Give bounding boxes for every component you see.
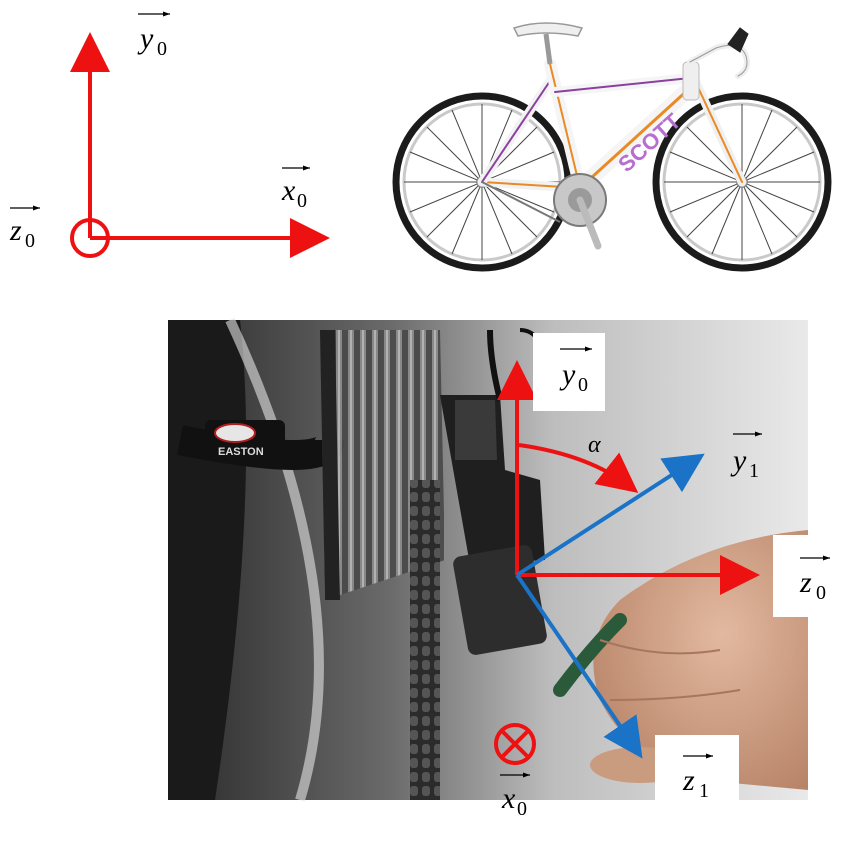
svg-text:z: z — [800, 566, 812, 599]
chain — [410, 480, 440, 800]
top-z0-label — [9, 208, 40, 252]
svg-text:0: 0 — [157, 38, 167, 60]
top-y0-label — [137, 14, 170, 60]
svg-text:0: 0 — [297, 190, 307, 212]
wheel-brand-logo: EASTON — [218, 446, 264, 458]
svg-text:y: y — [562, 358, 576, 391]
angle-alpha-label: α — [588, 432, 601, 458]
svg-text:z: z — [683, 764, 695, 797]
top-frame — [9, 14, 322, 256]
svg-text:x: x — [502, 782, 516, 815]
svg-text:y: y — [140, 22, 154, 55]
photo-x0-cross-symbol — [496, 725, 534, 763]
svg-text:0: 0 — [578, 374, 588, 396]
svg-text:0: 0 — [25, 230, 35, 252]
saddle — [514, 23, 582, 64]
photo-z0-label — [773, 535, 853, 617]
svg-text:0: 0 — [816, 582, 826, 604]
bike-frame — [482, 62, 742, 188]
derailleur-photo — [168, 320, 808, 800]
top-x0-label — [281, 168, 310, 212]
svg-text:0: 0 — [517, 798, 527, 820]
photo-y0-label — [533, 333, 605, 411]
bike-brand-logo: SCOTT — [613, 108, 686, 177]
svg-text:1: 1 — [699, 780, 709, 802]
svg-text:z: z — [10, 214, 22, 247]
svg-text:x: x — [282, 174, 296, 207]
photo-z1-label — [655, 735, 739, 803]
svg-text:y: y — [733, 444, 747, 477]
svg-text:1: 1 — [749, 460, 759, 482]
bicycle-illustration — [396, 23, 828, 268]
